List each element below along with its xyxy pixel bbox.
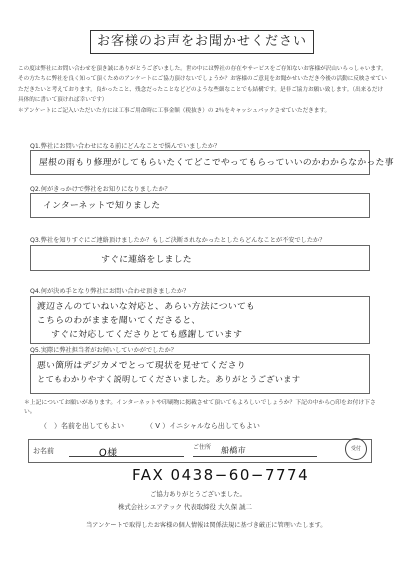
fax-number: FAX 0438−60−7774	[132, 466, 310, 484]
answer-4-line-1: 渡辺さんのていねいな対応と、あらい方法についても	[36, 302, 256, 312]
answer-3-text: すぐに連絡をしました	[100, 255, 193, 265]
question-5-label: Q5.実際に弊社担当者がお伺いしていかがでしたか？	[30, 347, 177, 354]
address-underline	[193, 456, 317, 457]
answer-2-text: インターネットで知りました	[42, 201, 161, 211]
intro-text	[18, 64, 388, 116]
address-value: 船橋市	[220, 446, 247, 455]
answer-4-line-3: すぐに対応してくださりとても感謝しています	[50, 330, 243, 340]
company-text: 株式会社シエアテック 代表取締役 大久保 誠二	[118, 503, 252, 511]
consent-option-initials[interactable]: （ V ）イニシャルなら出してもよい	[146, 422, 260, 430]
intro-body: この度は弊社にお問い合わせを頂き誠にありがとうございました。世の中には弊社の存在やサービスをご存知ないお客様が沢山いらっしゃいます。その方たちに弊社を良く知って頂くためのアンケートにご協力頂けないでしょうか？お客様のご意見をお聞かせいただき今後の活動に反映させていただきたいと考えております。良かったこと、残念だったことなどどのような些細なことでも結構です。是非ご協力お願い致します。（出来るだけ具体的に書いて頂ければ幸いです）	[18, 66, 387, 104]
name-underline	[69, 456, 184, 457]
question-3-label: Q3.弊社を知りすぐにご連絡頂けましたか？もしご決断されなかったとしたらどんなことが不安でしたか？	[30, 237, 326, 244]
answer-box-1	[30, 150, 395, 175]
consent-option-name[interactable]: （ ）名前を出してもよい	[40, 422, 124, 430]
name-label: お名前	[33, 447, 54, 455]
page-title: お客様のお声をお聞かせください	[90, 30, 314, 54]
thanks-text: ご協力ありがとうございました。	[150, 490, 246, 498]
privacy-text: 当アンケートで取得したお客様の個人情報は関係法規に基づき厳正に管理いたします。	[86, 522, 327, 529]
question-1-label: Q1.弊社にお問い合わせになる前にどんなことで悩んでいましたか？	[30, 143, 221, 150]
name-value: O様	[98, 448, 118, 459]
answer-box-5	[30, 354, 370, 394]
answer-box-4	[30, 296, 370, 344]
answer-5-line-2: とてもわかりやすく説明してくださいました。ありがとうございます	[36, 374, 301, 384]
name-address-box	[28, 439, 372, 463]
reception-stamp: 受付	[345, 438, 367, 460]
question-2-label: Q2.何がきっかけで弊社をお知りになりましたか？	[30, 186, 171, 193]
consent-question: ＊上記についてお願いがあります。インターネットや印刷物に掲載させて頂いてもよろしいでしょうか？下記の中から○印をお付け下さい。	[24, 400, 376, 415]
question-4-label: Q4.何が決め手となり弊社にお問い合わせ頂きましたか？	[30, 288, 190, 295]
address-label: ご住所	[193, 444, 212, 451]
answer-1-text: 屋根の雨もり修理がしてもらいたくてどこでやってもらっていいのかわからなかった事	[38, 158, 395, 168]
answer-box-2	[30, 193, 370, 218]
answer-box-3	[30, 245, 370, 271]
intro-note: ＊アンケートにご記入いただいた方には工事ご用命時に工事金額（税抜き）の 2％をキャッシュバックさせていただきます。	[18, 107, 331, 114]
answer-5-line-1: 悪い箇所はデジカメでとって現状を見せてくださり	[36, 361, 247, 371]
answer-4-line-2: こちらのわがままを聞いてくださると、	[36, 316, 201, 326]
